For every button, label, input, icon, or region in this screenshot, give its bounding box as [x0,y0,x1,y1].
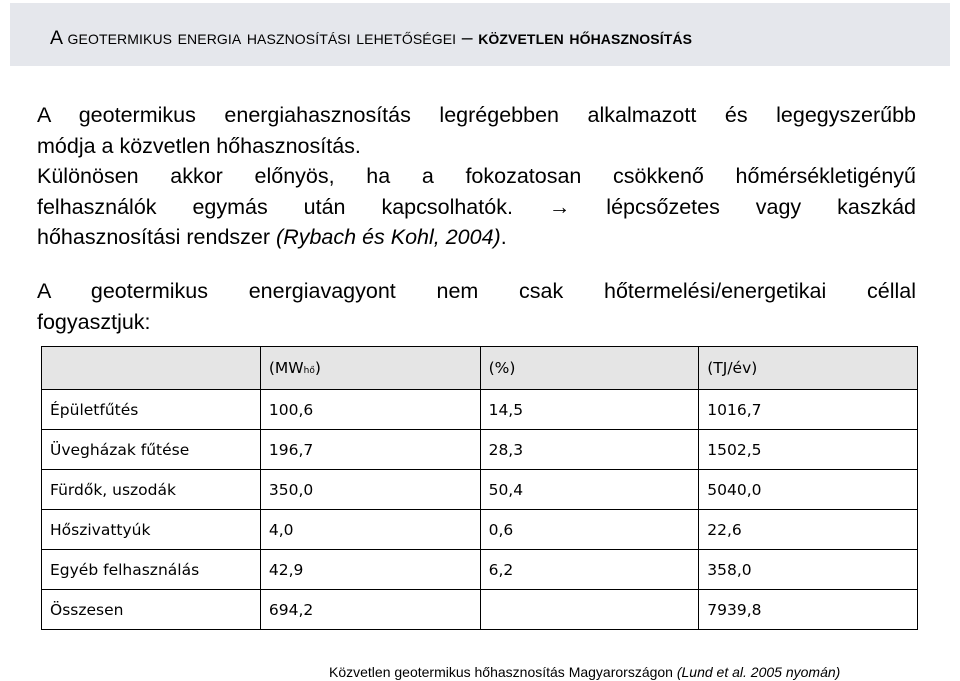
header-mw-label: (MW [268,359,304,377]
cell-tj: 358,0 [699,550,918,590]
caption-citation: (Lund et al. 2005 nyomán) [676,664,841,680]
para2-line1: A geotermikus energiavagyont nem csak hőtermelési/energetikai céllal [37,279,916,303]
cell-tj: 5040,0 [699,470,918,510]
cell-percent: 50,4 [480,470,699,510]
row-label: Egyéb felhasználás [42,550,261,590]
para1-line4: felhasználók egymás után kapcsolhatók. → lépcsőzetes vagy kaszkád [37,194,916,219]
citation: (Rybach és Kohl, 2004) [276,225,501,249]
para1-line5 [37,222,916,253]
row-label: Épületfűtés [42,390,261,430]
header-cell-tj: (TJ/év) [699,347,918,390]
cell-percent [480,590,699,630]
header-cell-percent: (%) [480,347,699,390]
row-label: Üvegházak fűtése [42,430,261,470]
table-row [42,430,918,470]
title-main: A geotermikus energia hasznosítási lehetőségei [50,27,457,49]
usage-paragraph [37,276,916,337]
cell-tj: 1502,5 [699,430,918,470]
cell-percent: 28,3 [480,430,699,470]
row-label: Hőszivattyúk [42,510,261,550]
para1-line5-end: . [500,225,507,249]
usage-table [41,346,918,630]
cell-tj: 22,6 [699,510,918,550]
header-mw-close: ) [314,359,321,377]
row-label: Összesen [42,590,261,630]
title-dash: – [461,27,473,49]
para1-line1: A geotermikus energiahasznosítás legrégebben alkalmazott és legegyszerűbb [37,103,916,127]
table-row [42,390,918,430]
cell-mw: 350,0 [260,470,480,510]
cell-mw: 42,9 [260,550,480,590]
table-row-total [42,590,918,630]
slide-title [50,27,692,50]
cell-tj: 1016,7 [699,390,918,430]
cell-percent: 6,2 [480,550,699,590]
para1-line3: Különösen akkor előnyös, ha a fokozatosan csökkenő hőmérsékletigényű [37,164,916,188]
para2-line2: fogyasztjuk: [37,309,151,334]
cell-tj: 7939,8 [699,590,918,630]
cell-percent: 14,5 [480,390,699,430]
table-row [42,550,918,590]
para1-line2: módja a közvetlen hőhasznosítás. [37,133,361,158]
title-topic: közvetlen hőhasznosítás [478,27,693,49]
header-cell-mw [260,347,480,390]
cell-mw: 100,6 [260,390,480,430]
para1-line5-text: hőhasznosítási rendszer [37,225,277,249]
cell-mw: 196,7 [260,430,480,470]
cell-percent: 0,6 [480,510,699,550]
table-header-row [42,347,918,390]
header-cell-empty [42,347,261,390]
cell-mw: 694,2 [260,590,480,630]
table-row [42,510,918,550]
row-label: Fürdők, uszodák [42,470,261,510]
caption-text: Közvetlen geotermikus hőhasznosítás Magyarországon [329,664,677,680]
table-caption [329,664,840,680]
intro-paragraph [37,100,916,253]
slide-header [10,3,950,66]
table-row [42,470,918,510]
header-mw-subscript: hő [303,366,315,376]
cell-mw: 4,0 [260,510,480,550]
